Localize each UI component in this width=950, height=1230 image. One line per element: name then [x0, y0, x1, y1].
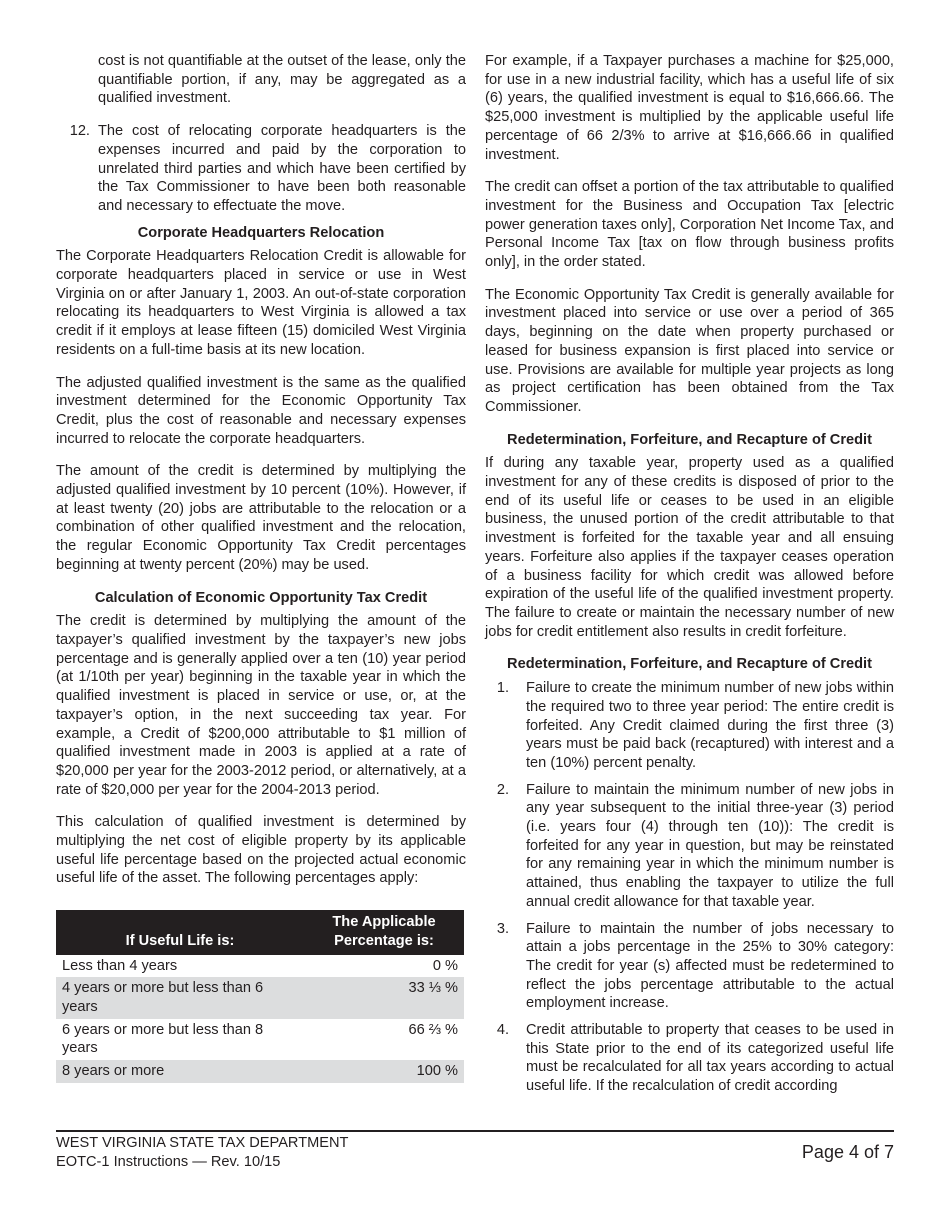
offset-paragraph: The credit can offset a portion of the tax attributable to qualified investment for the Business and Occupation Tax [electric power generation taxes only], Corporation Net Income Tax, and Personal Income Tax [tax on flow through business profits only], in the order stated. [485, 179, 894, 271]
table-row [56, 977, 464, 1018]
intro-continuation: cost is not quantifiable at the outset of the lease, only the quantifiable portion, if any, may be aggregated as a qualified investment. [98, 53, 466, 107]
item-list-continued [56, 122, 466, 216]
page-number: Page 4 of 7 [801, 1142, 894, 1162]
list-item-text: Credit attributable to property that ceases to be used in this State prior to the end of its categorized useful life must be recalculated for all tax years according to actual useful life. If the recalculation of credit according [526, 1022, 894, 1095]
percentage-cell: 66 ⅔ % [408, 1021, 458, 1038]
hq-paragraph-1: The Corporate Headquarters Relocation Credit is allowable for corporate headquarters placed in service or use in West Virginia on or after January 1, 2003. An out-of-state corporation relocating its headquarters to West Virginia is allowed a tax credit if it employs at lease fifteen (15) domiciled West Virginia residents on a full-time basis at its new location. [56, 248, 466, 358]
list-item-number: 4. [496, 1022, 509, 1039]
hq-paragraph-2: The adjusted qualified investment is the same as the qualified investment determined for the Economic Opportunity Tax Credit, plus the cost of reasonable and necessary expenses incurred to relocate the corporate headquarters. [56, 374, 466, 447]
redetermination-paragraph: If during any taxable year, property used as a qualified investment for any of these credits is disposed of prior to the end of its useful life or ceases to be used in an eligible business, the unused portion of the credit attributable to that investment is forfeited for the taxable year and all ensuing years. Forfeiture also applies if the taxpayer ceases operation of a business facility for which credit was allowed before expiration of the useful life of the qualified investment property. The failure to create or maintain the necessary number of new jobs for credit entitlement also results in credit forfeiture. [485, 455, 894, 640]
useful-life-cell: 8 years or more [56, 1060, 304, 1083]
hq-paragraph-3: The amount of the credit is determined by multiplying the adjusted qualified investment by 10 percent (10%). However, if at least twenty (20) jobs are attributable to the relocation or a combination of other qualified investment and the relocation, the regular Economic Opportunity Tax Credit percentages beginning at twenty percent (20%) may be used. [56, 463, 466, 573]
footer-department: WEST VIRGINIA STATE TAX DEPARTMENT [56, 1135, 349, 1151]
list-item-number: 2. [496, 781, 509, 798]
table-row [56, 955, 464, 978]
example-paragraph: For example, if a Taxpayer purchases a machine for $25,000, for use in a new industrial facility, which has a useful life of six (6) years, the qualified investment is equal to $16,666.66. The $25,000 investment is multiplied by the applicable useful life percentage of 66 2/3% to arrive at $16,666.66 in qualified investment. [485, 53, 894, 163]
availability-paragraph: The Economic Opportunity Tax Credit is generally available for investment placed into service or use over a period of 365 days, beginning on the date when property purchased or leased for business expansion is first placed into service or use. Provisions are available for multiple year projects as long as project certification has been obtained from the Tax Commissioner. [485, 286, 894, 415]
left-column [56, 52, 466, 1083]
list-item [485, 781, 894, 912]
redetermination-list [485, 679, 894, 1096]
list-item-text: Failure to create the minimum number of new jobs within the required two to three year period: The entire credit is forfeited. Any Credit claimed during the first three (3) years must be paid back (recaptured) with interest and a ten (10%) percent penalty. [526, 680, 894, 771]
table-header-row [56, 910, 464, 954]
useful-life-cell: 6 years or more but less than 8 years [62, 1021, 264, 1057]
list-item-number: 1. [496, 680, 509, 697]
list-item-number: 3. [496, 920, 509, 937]
percentage-cell: 33 ⅓ % [304, 977, 464, 1018]
list-item [485, 920, 894, 1014]
list-item-text: Failure to maintain the minimum number of new jobs in any year subsequent to the initial three-year (3) period (i.e. years four (4) through ten (10)): The credit is forfeited for any year in question, but may be reinstated for any remaining year in which the minimum number is attained, thus enabling the taxpayer to utilize the full annual credit allowance for that taxable year. [526, 781, 894, 910]
useful-life-cell: Less than 4 years [62, 957, 178, 974]
footer-info [56, 1134, 348, 1172]
list-item [485, 679, 894, 773]
right-column [485, 52, 894, 1104]
calculation-heading: Calculation of Economic Opportunity Tax Credit [94, 589, 428, 606]
list-item-number: 12. [69, 123, 90, 140]
list-item-12 [56, 122, 466, 216]
footer-divider [56, 1130, 894, 1132]
list-item-text: The cost of relocating corporate headquarters is the expenses incurred and paid by the corporation to unrelated third parties and which have been certified by the Tax Commissioner to have been both reasonable and necessary to effectuate the move. [98, 123, 466, 214]
calculation-paragraph-1: The credit is determined by multiplying the amount of the taxpayer’s qualified investment by the taxpayer’s new jobs percentage and is generally applied over a ten (10) year period (at 1/10th per year) beginning in the taxable year in which the qualified investment is placed in service or use, or, at the taxpayer’s option, in the next succeeding tax year. For example, a Credit of $200,000 attributable to $1 million of qualified investment made in 2003 is applied at a rate of $20,000 per year for the 2003-2012 period, or alternatively, at a rate of $20,000 per year for the 2004-2013 period. [56, 613, 466, 798]
footer-form-revision: EOTC-1 Instructions — Rev. 10/15 [56, 1154, 281, 1170]
percentage-cell: 0 % [432, 957, 458, 974]
table-row [56, 1019, 464, 1060]
percentage-cell: 100 % [304, 1060, 464, 1083]
redetermination-heading-2: Redetermination, Forfeiture, and Recapture of Credit [507, 656, 872, 673]
useful-life-cell: 4 years or more but less than 6 years [56, 977, 304, 1018]
list-item-text: Failure to maintain the number of jobs necessary to attain a jobs percentage in the 25% to 30% category: The credit for year (s) affected must be redetermined to reflect the jobs percentage attributable to the actual employment increase. [526, 920, 894, 1012]
header-useful-life: If Useful Life is: [56, 910, 304, 954]
useful-life-table [56, 910, 464, 1083]
redetermination-heading: Redetermination, Forfeiture, and Recapture of Credit [507, 431, 872, 448]
calculation-paragraph-2: This calculation of qualified investment is determined by multiplying the net cost of eligible property by its applicable useful life percentage based on the projected actual economic useful life of the asset. The following percentages apply: [56, 814, 466, 887]
table-row [56, 1060, 464, 1083]
header-applicable-percentage: The Applicable Percentage is: [304, 910, 464, 954]
list-item [485, 1021, 894, 1096]
hq-relocation-heading: Corporate Headquarters Relocation [137, 224, 385, 241]
